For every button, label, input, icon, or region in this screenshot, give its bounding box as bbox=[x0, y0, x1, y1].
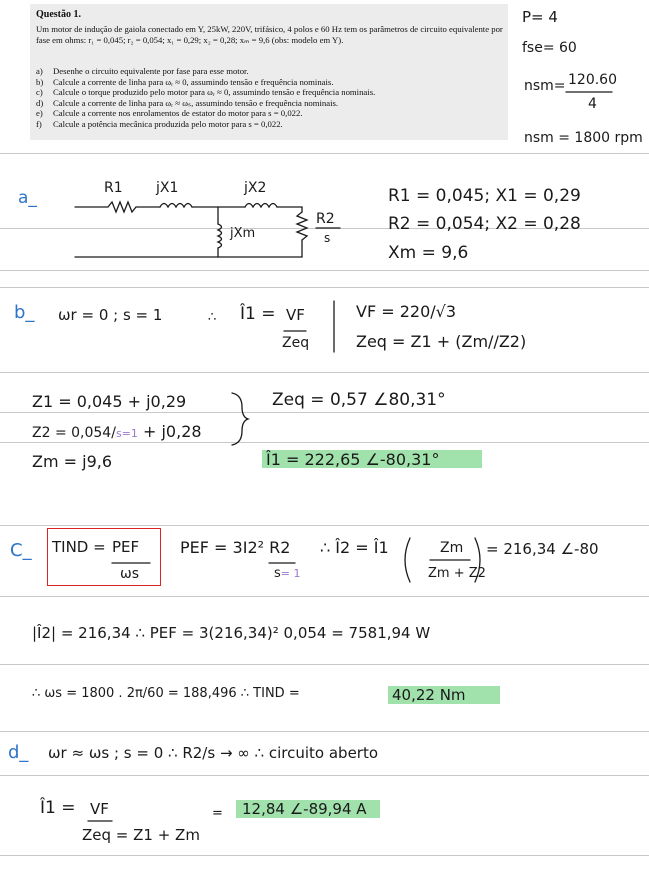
question-item: b) Calcule a corrente de linha para ωᵣ ≈ 0, assumindo tensão e frequência nominais. bbox=[36, 76, 334, 87]
nsm-denominator: 4 bbox=[588, 96, 597, 112]
i1-open-label: Î1 = bbox=[40, 798, 76, 818]
x2-label: jX2 bbox=[244, 180, 267, 196]
poles-note: P= 4 bbox=[522, 8, 558, 26]
x1-label: jX1 bbox=[156, 180, 179, 196]
params-line-2: R2 = 0,054; X2 = 0,28 bbox=[388, 214, 581, 234]
nsm-label: nsm= bbox=[524, 78, 566, 94]
pef-numerator: PEF bbox=[112, 538, 140, 556]
part-d-condition: ωr ≈ ωs ; s = 0 ∴ R2/s → ∞ ∴ circuito aberto bbox=[48, 744, 379, 762]
tind-label: TIND = bbox=[52, 538, 106, 556]
question-item: a) Desenhe o circuito equivalente por fase para esse motor. bbox=[36, 66, 249, 76]
part-d-label: d_ bbox=[8, 742, 29, 763]
zm-value: Zm = j9,6 bbox=[32, 452, 113, 471]
ws-calculation: ∴ ωs = 1800 . 2π/60 = 188,496 ∴ TIND = bbox=[32, 686, 300, 701]
zeq-definition: Zeq = Z1 + (Zm//Z2) bbox=[356, 332, 527, 351]
i1-open-result: 12,84 ∠-89,94 A bbox=[242, 800, 367, 818]
i2-result: = 216,34 ∠-80 bbox=[486, 540, 599, 558]
zm-numerator: Zm bbox=[440, 540, 464, 556]
torque-formula-box bbox=[47, 528, 161, 586]
zm-z2-denominator: Zm + Z2 bbox=[428, 566, 486, 581]
pef-formula: PEF = 3I2² R2 bbox=[180, 538, 291, 557]
pef-denominator: s= 1 bbox=[274, 566, 301, 581]
nsm-result: nsm = 1800 rpm bbox=[524, 130, 643, 146]
z1-value: Z1 = 0,045 + j0,29 bbox=[32, 392, 187, 411]
question-statement: Um motor de indução de gaiola conectado em Y, 25kW, 220V, trifásico, 4 polos e 60 Hz tem os parâmetros de circuito equivalente por fase em ohms: r₁ = 0,045; r₂ = 0,054; x₁ = 0,29; x₂ = 0,28; xₘ = 9,6 (obs: modelo em Y). bbox=[36, 24, 503, 45]
question-item: f) Calcule a potência mecânica produzida pelo motor para s = 0,022. bbox=[36, 118, 283, 129]
r1-label: R1 bbox=[104, 180, 123, 196]
torque-result: 40,22 Nm bbox=[392, 686, 466, 704]
vf-open-numerator: VF bbox=[90, 800, 109, 818]
zeq-denominator: Zeq bbox=[282, 335, 310, 351]
therefore-symbol: ∴ bbox=[208, 310, 217, 325]
question-title: Questão 1. bbox=[36, 9, 81, 20]
zeq-result: Zeq = 0,57 ∠80,31° bbox=[272, 390, 446, 410]
i1-formula-label: Î1 = bbox=[240, 304, 276, 324]
xm-label: jXm bbox=[230, 226, 256, 241]
pef-calculation: |Î2| = 216,34 ∴ PEF = 3(216,34)² 0,054 = 7581,94 W bbox=[32, 624, 431, 642]
z2-value: Z2 = 0,054/s=1 + j0,28 bbox=[32, 422, 202, 441]
question-item: c) Calcule o torque produzido pelo motor para ωᵣ ≈ 0, assumindo tensão e frequência nominais. bbox=[36, 87, 376, 98]
i2-formula: ∴ Î2 = Î1 bbox=[320, 538, 389, 557]
r2-label: R2 bbox=[316, 211, 335, 227]
part-b-condition: ωr = 0 ; s = 1 bbox=[58, 306, 163, 324]
vf-numerator: VF bbox=[286, 306, 305, 324]
params-line-1: R1 = 0,045; X1 = 0,29 bbox=[388, 186, 581, 206]
zeq-open-definition: Zeq = Z1 + Zm bbox=[82, 826, 200, 844]
i1-result: Î1 = 222,65 ∠-80,31° bbox=[266, 450, 440, 469]
vf-definition: VF = 220/√3 bbox=[356, 302, 457, 321]
params-line-3: Xm = 9,6 bbox=[388, 243, 469, 263]
part-b-label: b_ bbox=[14, 302, 35, 323]
slip-label: s bbox=[324, 231, 331, 245]
part-a-label: a_ bbox=[18, 188, 37, 208]
ws-denominator: ωs bbox=[120, 566, 140, 582]
equals-sign: = bbox=[212, 806, 223, 821]
frequency-note: fse= 60 bbox=[522, 40, 577, 56]
question-item: d) Calcule a corrente de linha para ωᵣ ≈ ωₛ, assumindo tensão e frequência nominais. bbox=[36, 97, 339, 108]
part-c-label: C_ bbox=[10, 540, 32, 561]
nsm-numerator: 120.60 bbox=[568, 72, 617, 88]
question-item: e) Calcule a corrente nos enrolamentos de estator do motor para s = 0,022. bbox=[36, 108, 303, 119]
